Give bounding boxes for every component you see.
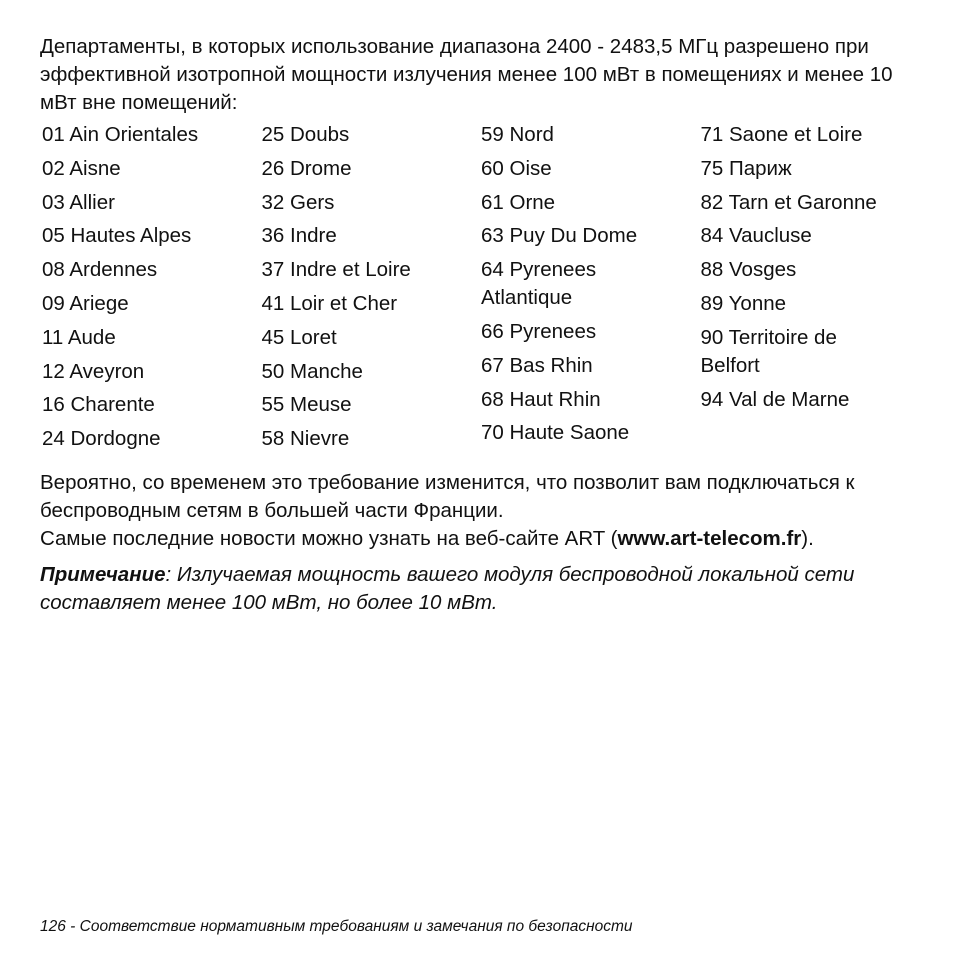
- department-item: 25 Doubs: [261, 123, 350, 146]
- department-item: 89 Yonne: [700, 291, 787, 315]
- news-paragraph: [40, 525, 920, 553]
- department-item: 16 Charente: [42, 393, 155, 417]
- requirement-change-paragraph: Вероятно, со временем это требование изменится, что позволит вам подключаться к беспроводным сетям в большей части Франции.: [40, 470, 855, 522]
- news-prefix: Самые последние новости можно узнать на веб-сайте ART (: [40, 526, 618, 550]
- department-item: 75 Париж: [700, 156, 792, 180]
- department-item: 12 Aveyron: [42, 359, 145, 383]
- department-item: 59 Nord: [481, 123, 554, 146]
- note-paragraph: [40, 561, 920, 617]
- department-item: 11 Aude: [42, 325, 116, 349]
- note-text: : Излучаемая мощность вашего модуля беспроводной локальной сети составляет менее 100 мВт, но более 10 мВт.: [40, 562, 855, 614]
- department-item: 26 Drome: [261, 156, 352, 180]
- department-item: 55 Meuse: [261, 393, 352, 417]
- department-item: 94 Val de Marne: [700, 387, 850, 411]
- department-item: 09 Ariege: [42, 291, 129, 315]
- department-item: 64 Pyrenees Atlantique: [481, 258, 597, 310]
- department-item: 24 Dordogne: [42, 427, 161, 451]
- department-item: 50 Manche: [261, 359, 363, 383]
- department-item: 63 Puy Du Dome: [481, 224, 638, 248]
- department-item: 70 Haute Saone: [481, 421, 630, 445]
- department-item: 60 Oise: [481, 156, 552, 180]
- department-item: 45 Loret: [261, 325, 337, 349]
- department-item: 84 Vaucluse: [700, 224, 812, 248]
- departments-column-3: [481, 121, 701, 459]
- departments-column-1: [42, 121, 262, 459]
- news-suffix: ).: [801, 526, 814, 550]
- department-item: 32 Gers: [261, 190, 335, 214]
- department-item: 01 Ain Orientales: [42, 123, 199, 146]
- department-item: 71 Saone et Loire: [700, 123, 863, 146]
- department-item: 02 Aisne: [42, 156, 121, 180]
- department-item: 08 Ardennes: [42, 258, 158, 282]
- art-telecom-link[interactable]: www.art-telecom.fr: [617, 526, 802, 550]
- page-content: [40, 33, 920, 617]
- department-item: 37 Indre et Loire: [261, 258, 411, 282]
- department-item: 67 Bas Rhin: [481, 353, 593, 377]
- note-label: Примечание: [40, 562, 166, 586]
- departments-column-2: [262, 121, 482, 459]
- department-item: 05 Hautes Alpes: [42, 224, 192, 248]
- departments-table: [42, 121, 920, 459]
- department-item: 66 Pyrenees: [481, 319, 597, 343]
- department-item: 03 Allier: [42, 190, 115, 214]
- departments-column-4: [701, 121, 921, 459]
- department-item: 90 Territoire de Belfort: [700, 325, 837, 377]
- department-item: 58 Nievre: [261, 427, 350, 451]
- department-item: 61 Orne: [481, 190, 556, 214]
- department-item: 82 Tarn et Garonne: [700, 190, 877, 214]
- department-item: 68 Haut Rhin: [481, 387, 601, 411]
- department-item: 88 Vosges: [700, 258, 797, 282]
- department-item: 41 Loir et Cher: [261, 291, 398, 315]
- page-footer: 126 - Соответствие нормативным требованиям и замечания по безопасности: [40, 918, 633, 935]
- intro-paragraph: Департаменты, в которых использование диапазона 2400 - 2483,5 МГц разрешено при эффективной изотропной мощности излучения менее 100 мВт в помещениях и менее 10 мВт вне помещений:: [40, 35, 893, 114]
- department-item: 36 Indre: [261, 224, 337, 248]
